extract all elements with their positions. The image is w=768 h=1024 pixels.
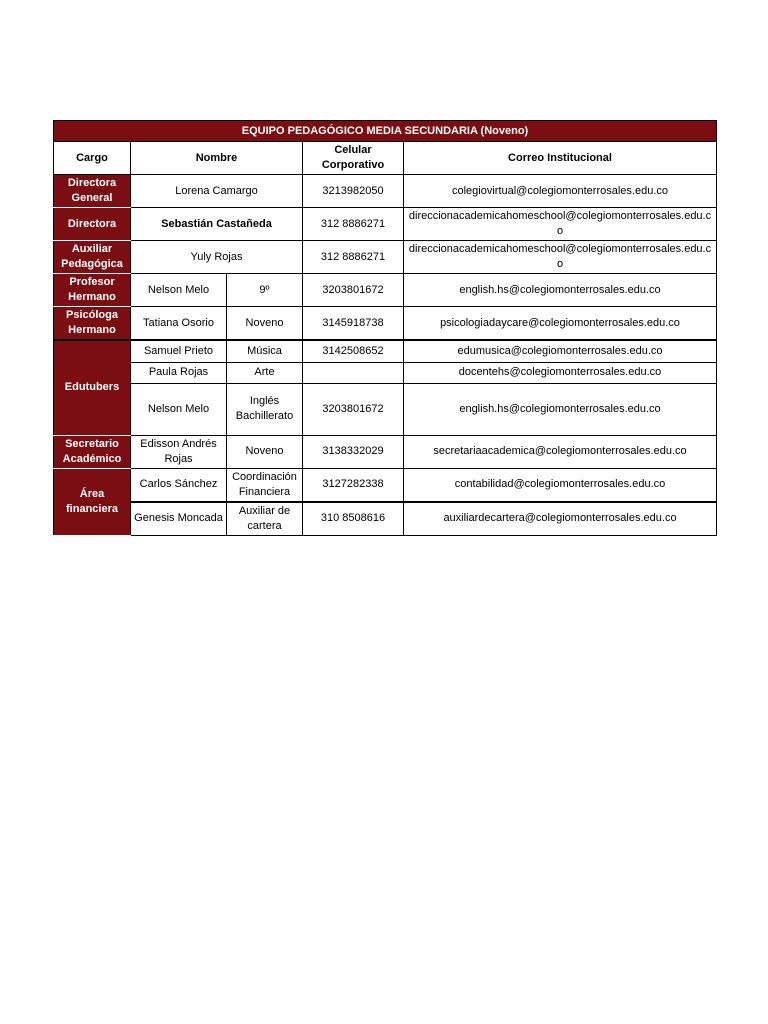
detalle-cell: Inglés Bachillerato	[227, 383, 303, 435]
nombre-cell: Carlos Sánchez	[131, 468, 227, 502]
celular-cell: 3213982050	[303, 175, 404, 208]
cargo-cell: Directora General	[54, 175, 131, 208]
correo-cell: secretariaacademica@colegiomonterrosales.edu.co	[404, 435, 717, 468]
staff-directory-sheet	[53, 120, 716, 536]
celular-cell: 3145918738	[303, 307, 404, 341]
celular-cell: 3138332029	[303, 435, 404, 468]
nombre-cell: Paula Rojas	[131, 362, 227, 383]
nombre-cell: Tatiana Osorio	[131, 307, 227, 341]
table-row	[54, 175, 717, 208]
nombre-cell: Samuel Prieto	[131, 340, 227, 362]
cargo-cell: Profesor Hermano	[54, 274, 131, 307]
table-row	[54, 274, 717, 307]
detalle-cell: Música	[227, 340, 303, 362]
table-row	[54, 435, 717, 468]
header-celular: Celular Corporativo	[303, 142, 404, 175]
staff-directory-table	[53, 120, 717, 536]
table-row	[54, 383, 717, 435]
nombre-cell: Genesis Moncada	[131, 502, 227, 536]
detalle-cell: Coordinación Financiera	[227, 468, 303, 502]
celular-cell: 312 8886271	[303, 208, 404, 241]
detalle-cell: Auxiliar de cartera	[227, 502, 303, 536]
detalle-cell: Noveno	[227, 307, 303, 341]
cargo-cell: Auxiliar Pedagógica	[54, 241, 131, 274]
nombre-cell: Yuly Rojas	[131, 241, 303, 274]
nombre-cell: Edisson Andrés Rojas	[131, 435, 227, 468]
cargo-cell: Directora	[54, 208, 131, 241]
correo-cell: english.hs@colegiomonterrosales.edu.co	[404, 274, 717, 307]
cargo-cell: Secretario Académico	[54, 435, 131, 468]
celular-cell: 3203801672	[303, 383, 404, 435]
nombre-cell: Lorena Camargo	[131, 175, 303, 208]
celular-cell: 310 8508616	[303, 502, 404, 536]
table-title: EQUIPO PEDAGÓGICO MEDIA SECUNDARIA (Noveno)	[54, 121, 717, 142]
cargo-cell: Área financiera	[54, 468, 131, 535]
cargo-cell: Edutubers	[54, 340, 131, 435]
celular-cell: 3142508652	[303, 340, 404, 362]
cargo-cell: Psicóloga Hermano	[54, 307, 131, 341]
nombre-cell: Sebastián Castañeda	[131, 208, 303, 241]
table-row	[54, 340, 717, 362]
correo-cell: auxiliardecartera@colegiomonterrosales.edu.co	[404, 502, 717, 536]
header-correo: Correo Institucional	[404, 142, 717, 175]
table-row	[54, 468, 717, 502]
correo-cell: english.hs@colegiomonterrosales.edu.co	[404, 383, 717, 435]
correo-cell: docentehs@colegiomonterrosales.edu.co	[404, 362, 717, 383]
header-cargo: Cargo	[54, 142, 131, 175]
detalle-cell: Arte	[227, 362, 303, 383]
correo-cell: psicologiadaycare@colegiomonterrosales.edu.co	[404, 307, 717, 341]
celular-cell: 3127282338	[303, 468, 404, 502]
header-nombre: Nombre	[131, 142, 303, 175]
table-row	[54, 208, 717, 241]
detalle-cell: 9º	[227, 274, 303, 307]
celular-cell: 312 8886271	[303, 241, 404, 274]
table-row	[54, 362, 717, 383]
correo-cell: direccionacademicahomeschool@colegiomonterrosales.edu.co	[404, 241, 717, 274]
celular-cell: 3203801672	[303, 274, 404, 307]
table-row	[54, 502, 717, 536]
correo-cell: direccionacademicahomeschool@colegiomonterrosales.edu.co	[404, 208, 717, 241]
celular-cell	[303, 362, 404, 383]
table-row	[54, 307, 717, 341]
correo-cell: colegiovirtual@colegiomonterrosales.edu.co	[404, 175, 717, 208]
nombre-cell: Nelson Melo	[131, 274, 227, 307]
correo-cell: contabilidad@colegiomonterrosales.edu.co	[404, 468, 717, 502]
detalle-cell: Noveno	[227, 435, 303, 468]
table-row	[54, 241, 717, 274]
nombre-cell: Nelson Melo	[131, 383, 227, 435]
correo-cell: edumusica@colegiomonterrosales.edu.co	[404, 340, 717, 362]
